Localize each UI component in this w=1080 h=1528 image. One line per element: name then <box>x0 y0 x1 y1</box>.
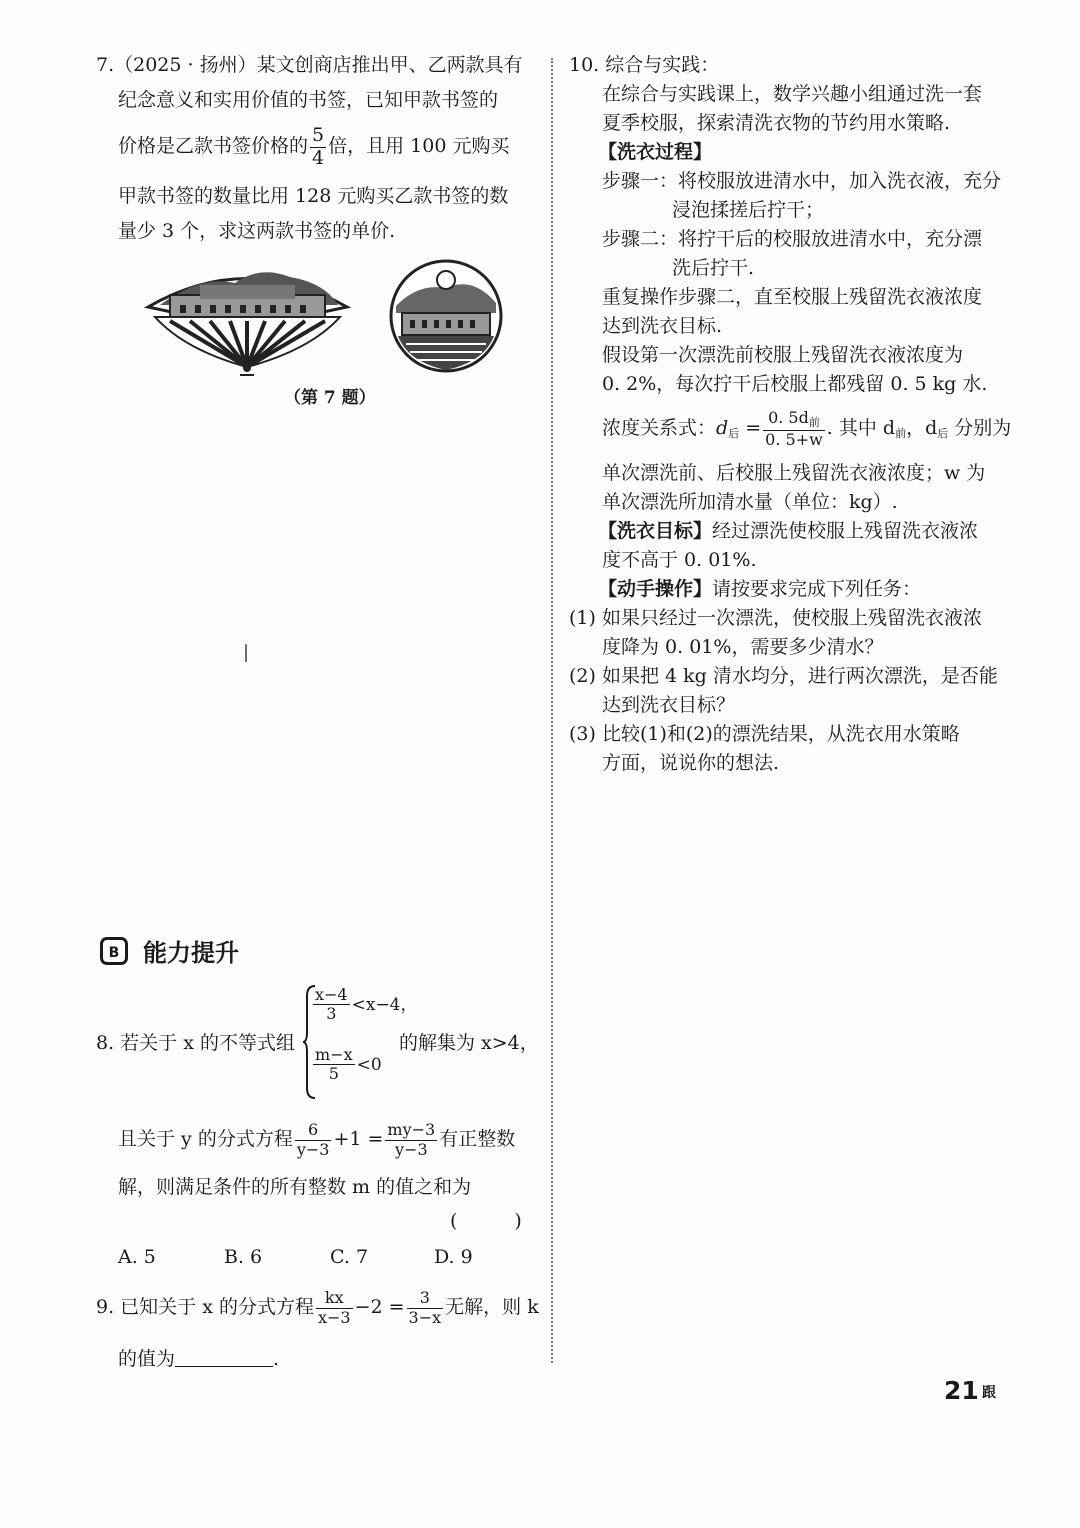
formula-post-sub1: 前 <box>895 427 907 440</box>
page-mark: 跟 <box>982 1385 996 1401</box>
column-divider <box>551 58 553 1363</box>
q10-process-label: 【洗衣过程】 <box>598 141 713 163</box>
q7-line4: 甲款书签的数量比用 128 元购买乙款书签的数 <box>118 185 509 207</box>
q7-line3 <box>118 120 509 172</box>
q7-frac-den: 4 <box>312 146 325 169</box>
q9-post: 无解，则 k <box>445 1296 539 1318</box>
formula-post-sub2: 后 <box>937 427 949 440</box>
formula-post-b: ，d <box>906 417 938 439</box>
q7-frac-num: 5 <box>312 123 325 146</box>
task-text: 请按要求完成下列任务： <box>712 578 922 600</box>
task-label: 【动手操作】 <box>598 578 713 600</box>
q10-task1b: 度降为 0. 01%，需要多少清水？ <box>602 636 884 658</box>
q7-line5: 量少 3 个，求这两款书签的单价. <box>118 220 396 242</box>
stray-mark: | <box>243 642 250 663</box>
q10-goal1 <box>598 518 978 544</box>
q8-line2 <box>118 1114 515 1164</box>
q7-line3-pre: 价格是乙款书签价格的 <box>118 135 309 157</box>
q10-step2a: 步骤二：将拧干后的校服放进清水中，充分漂 <box>602 228 983 250</box>
q8-option-d: D. 9 <box>434 1246 473 1268</box>
goal-text: 经过漂洗使校服上残留洗衣液浓 <box>712 520 979 542</box>
formula-num-sub: 前 <box>808 415 820 429</box>
q9-line2 <box>118 1346 279 1372</box>
q9-line2-post: . <box>273 1348 280 1370</box>
formula-den: 0. 5+w <box>765 429 823 449</box>
q9-lnum: kx <box>316 1289 353 1308</box>
formula-lhs-sub: 后 <box>728 427 740 440</box>
ineq1-fraction <box>313 986 350 1024</box>
ineq1-rhs: <x−4， <box>351 994 418 1015</box>
q8-eq-rnum: my−3 <box>387 1120 436 1140</box>
q10-step1a: 步骤一：将校服放进清水中，加入洗衣液，充分 <box>602 170 1002 192</box>
q9-pre: 9. 已知关于 x 的分式方程 <box>96 1296 314 1318</box>
q7-line2: 纪念意义和实用价值的书签，已知甲款书签的 <box>118 89 499 111</box>
q8-option-c: C. 7 <box>330 1246 369 1268</box>
formula-num <box>763 409 825 431</box>
q10-desc2: 单次漂洗所加清水量（单位：kg）. <box>602 491 898 513</box>
q8-line2-post: 有正整数 <box>439 1128 516 1150</box>
q9-left-fraction <box>316 1289 353 1327</box>
q10-task <box>598 576 921 602</box>
formula-fraction <box>763 409 825 449</box>
inequality-2 <box>311 1046 382 1084</box>
q9-line1 <box>96 1282 539 1332</box>
q10-assume2: 0. 2%，每次拧干后校服上都残留 0. 5 kg 水. <box>602 373 988 395</box>
q9-lden: x−3 <box>317 1307 351 1327</box>
ineq2-den: 5 <box>328 1064 339 1084</box>
section-icon-letter: B <box>108 945 120 961</box>
q8-solution-set: 的解集为 x>4， <box>399 1032 539 1054</box>
q10-goal2: 度不高于 0. 01%. <box>602 549 757 571</box>
fan-bookmark-illustration <box>140 255 355 380</box>
q10-task2b: 达到洗衣目标？ <box>602 694 736 716</box>
q10-repeat1: 重复操作步骤二，直至校服上残留洗衣液浓度 <box>602 286 983 308</box>
ineq1-den: 3 <box>326 1004 337 1024</box>
q8-eq-lnum: 6 <box>295 1121 332 1140</box>
q8-answer-paren: ( ) <box>450 1210 522 1232</box>
q8-eq-left-fraction <box>295 1121 332 1159</box>
q8-eq-mid: +1 = <box>333 1128 384 1150</box>
q10-assume1: 假设第一次漂洗前校服上残留洗衣液浓度为 <box>602 344 964 366</box>
formula-post-c: 分别为 <box>948 417 1012 439</box>
q7-line3-post: 倍，且用 100 元购买 <box>328 135 510 157</box>
formula-post-a: . 其中 d <box>826 417 896 439</box>
q10-task3b: 方面，说说你的想法. <box>602 752 780 774</box>
q9-line2-pre: 的值为 <box>118 1348 176 1370</box>
page-number: 21 <box>944 1376 979 1405</box>
q8-eq-rden: y−3 <box>395 1139 428 1159</box>
q9-right-fraction <box>407 1289 444 1327</box>
q9-rden: 3−x <box>408 1307 442 1327</box>
q8-eq-right-fraction <box>385 1121 437 1159</box>
q7-line1: 7.（2025 · 扬州）某文创商店推出甲、乙两款具有 <box>96 54 523 76</box>
q8-option-a: A. 5 <box>118 1246 156 1268</box>
q10-title: 10. 综合与实践： <box>569 54 720 76</box>
q8-eq-lden: y−3 <box>296 1139 330 1159</box>
q8-line3: 解，则满足条件的所有整数 m 的值之和为 <box>118 1176 472 1198</box>
section-icon <box>100 937 128 965</box>
formula-label: 浓度关系式： <box>602 417 717 439</box>
q7-fraction <box>310 125 326 170</box>
answer-blank[interactable] <box>175 1348 273 1367</box>
q10-intro2: 夏季校服，探索清洗衣物的节约用水策略. <box>602 112 951 134</box>
q7-figure-caption: （第 7 题） <box>284 388 376 408</box>
q10-repeat2: 达到洗衣目标. <box>602 315 723 337</box>
q10-task3a: (3) 比较(1)和(2)的漂洗结果，从洗衣用水策略 <box>569 723 960 745</box>
q9-mid: −2 = <box>354 1296 405 1318</box>
inequality-system <box>303 984 418 1100</box>
section-title: 能力提升 <box>143 939 239 967</box>
q10-step1b: 浸泡揉搓后拧干； <box>672 199 825 221</box>
formula-eq: = <box>739 417 762 439</box>
q10-intro1: 在综合与实践课上，数学兴趣小组通过洗一套 <box>602 83 983 105</box>
inequality-1 <box>311 986 418 1024</box>
round-bookmark-illustration <box>388 258 504 374</box>
q8-option-b: B. 6 <box>224 1246 263 1268</box>
q10-task1a: (1) 如果只经过一次漂洗，使校服上残留洗衣液浓 <box>569 607 982 629</box>
formula-num-text: 0. 5d <box>768 407 809 427</box>
ineq2-num: m−x <box>315 1045 353 1064</box>
q10-step2b: 洗后拧干. <box>672 257 755 279</box>
q8-intro: 8. 若关于 x 的不等式组 <box>96 1032 295 1054</box>
goal-label: 【洗衣目标】 <box>598 520 713 542</box>
q9-rnum: 3 <box>407 1289 444 1308</box>
ineq1-num: x−4 <box>315 985 348 1004</box>
q10-task2a: (2) 如果把 4 kg 清水均分，进行两次漂洗，是否能 <box>569 665 998 687</box>
formula-lhs: d <box>716 417 729 439</box>
ineq2-fraction <box>313 1046 355 1084</box>
q10-formula-line <box>602 400 1011 462</box>
ineq2-rhs: <0 <box>356 1054 382 1075</box>
q8-line2-pre: 且关于 y 的分式方程 <box>118 1128 293 1150</box>
q10-desc1: 单次漂洗前、后校服上残留洗衣液浓度；w 为 <box>602 462 986 484</box>
